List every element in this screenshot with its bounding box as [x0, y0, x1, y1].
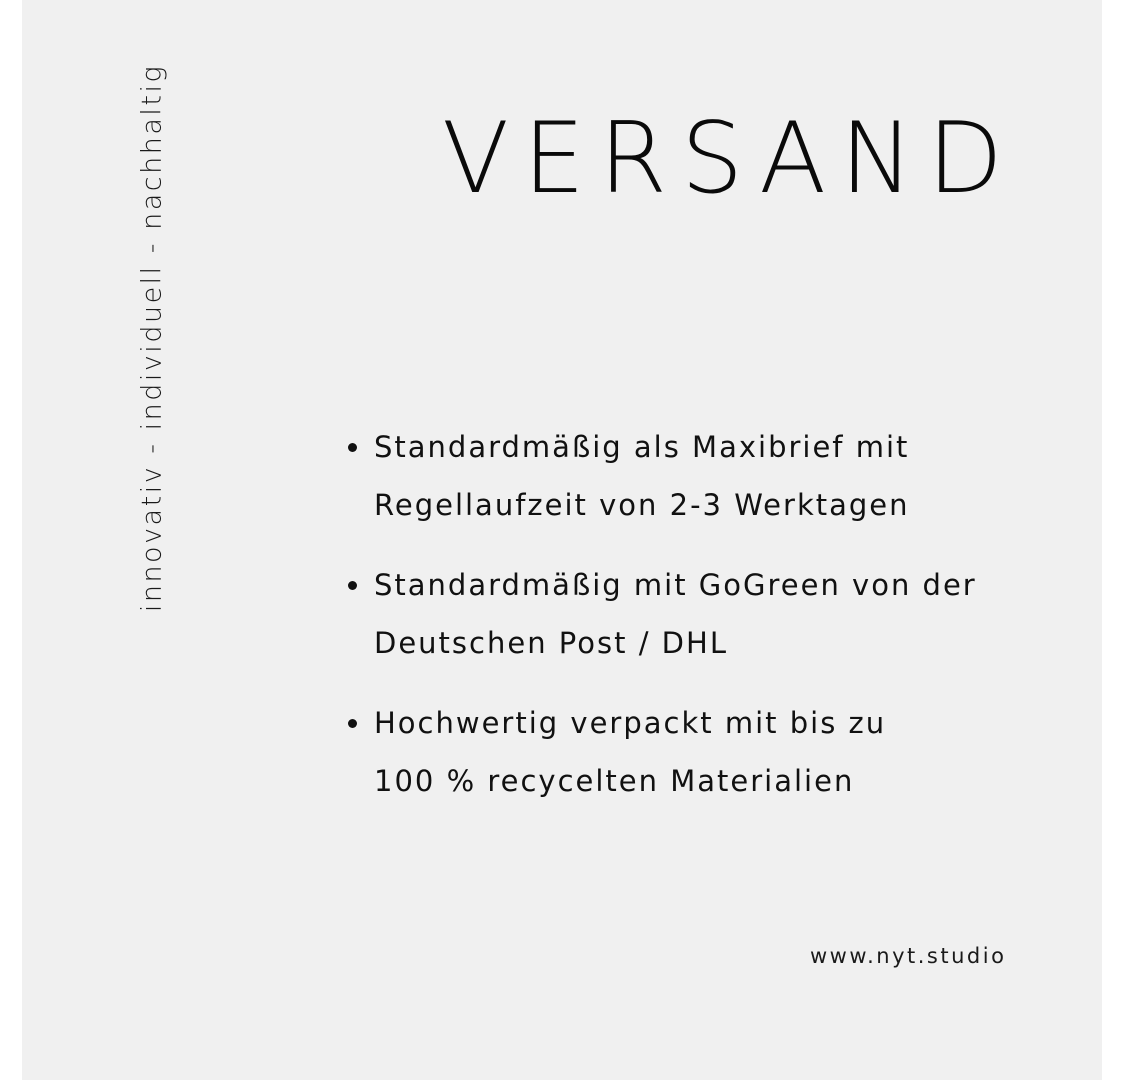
list-item-line: Standardmäßig als Maxibrief mit	[374, 430, 910, 464]
vertical-tagline: innovativ - individuell - nachhaltig	[136, 63, 168, 613]
list-item	[342, 418, 1082, 534]
list-item-line: Hochwertig verpackt mit bis zu	[374, 706, 887, 740]
list-item-line: Regellaufzeit von 2-3 Werktagen	[374, 488, 910, 522]
bullet-icon	[348, 581, 357, 590]
shipping-info-list	[342, 418, 1082, 832]
list-item-line: 100 % recycelten Materialien	[374, 764, 855, 798]
list-item-line: Deutschen Post / DHL	[374, 626, 728, 660]
page-title: VERSAND	[442, 102, 1017, 216]
bullet-icon	[348, 443, 357, 452]
website-url: www.nyt.studio	[810, 944, 1007, 968]
bullet-icon	[348, 719, 357, 728]
list-item-line: Standardmäßig mit GoGreen von der	[374, 568, 977, 602]
list-item	[342, 556, 1082, 672]
content-card	[22, 0, 1102, 1080]
list-item	[342, 694, 1082, 810]
